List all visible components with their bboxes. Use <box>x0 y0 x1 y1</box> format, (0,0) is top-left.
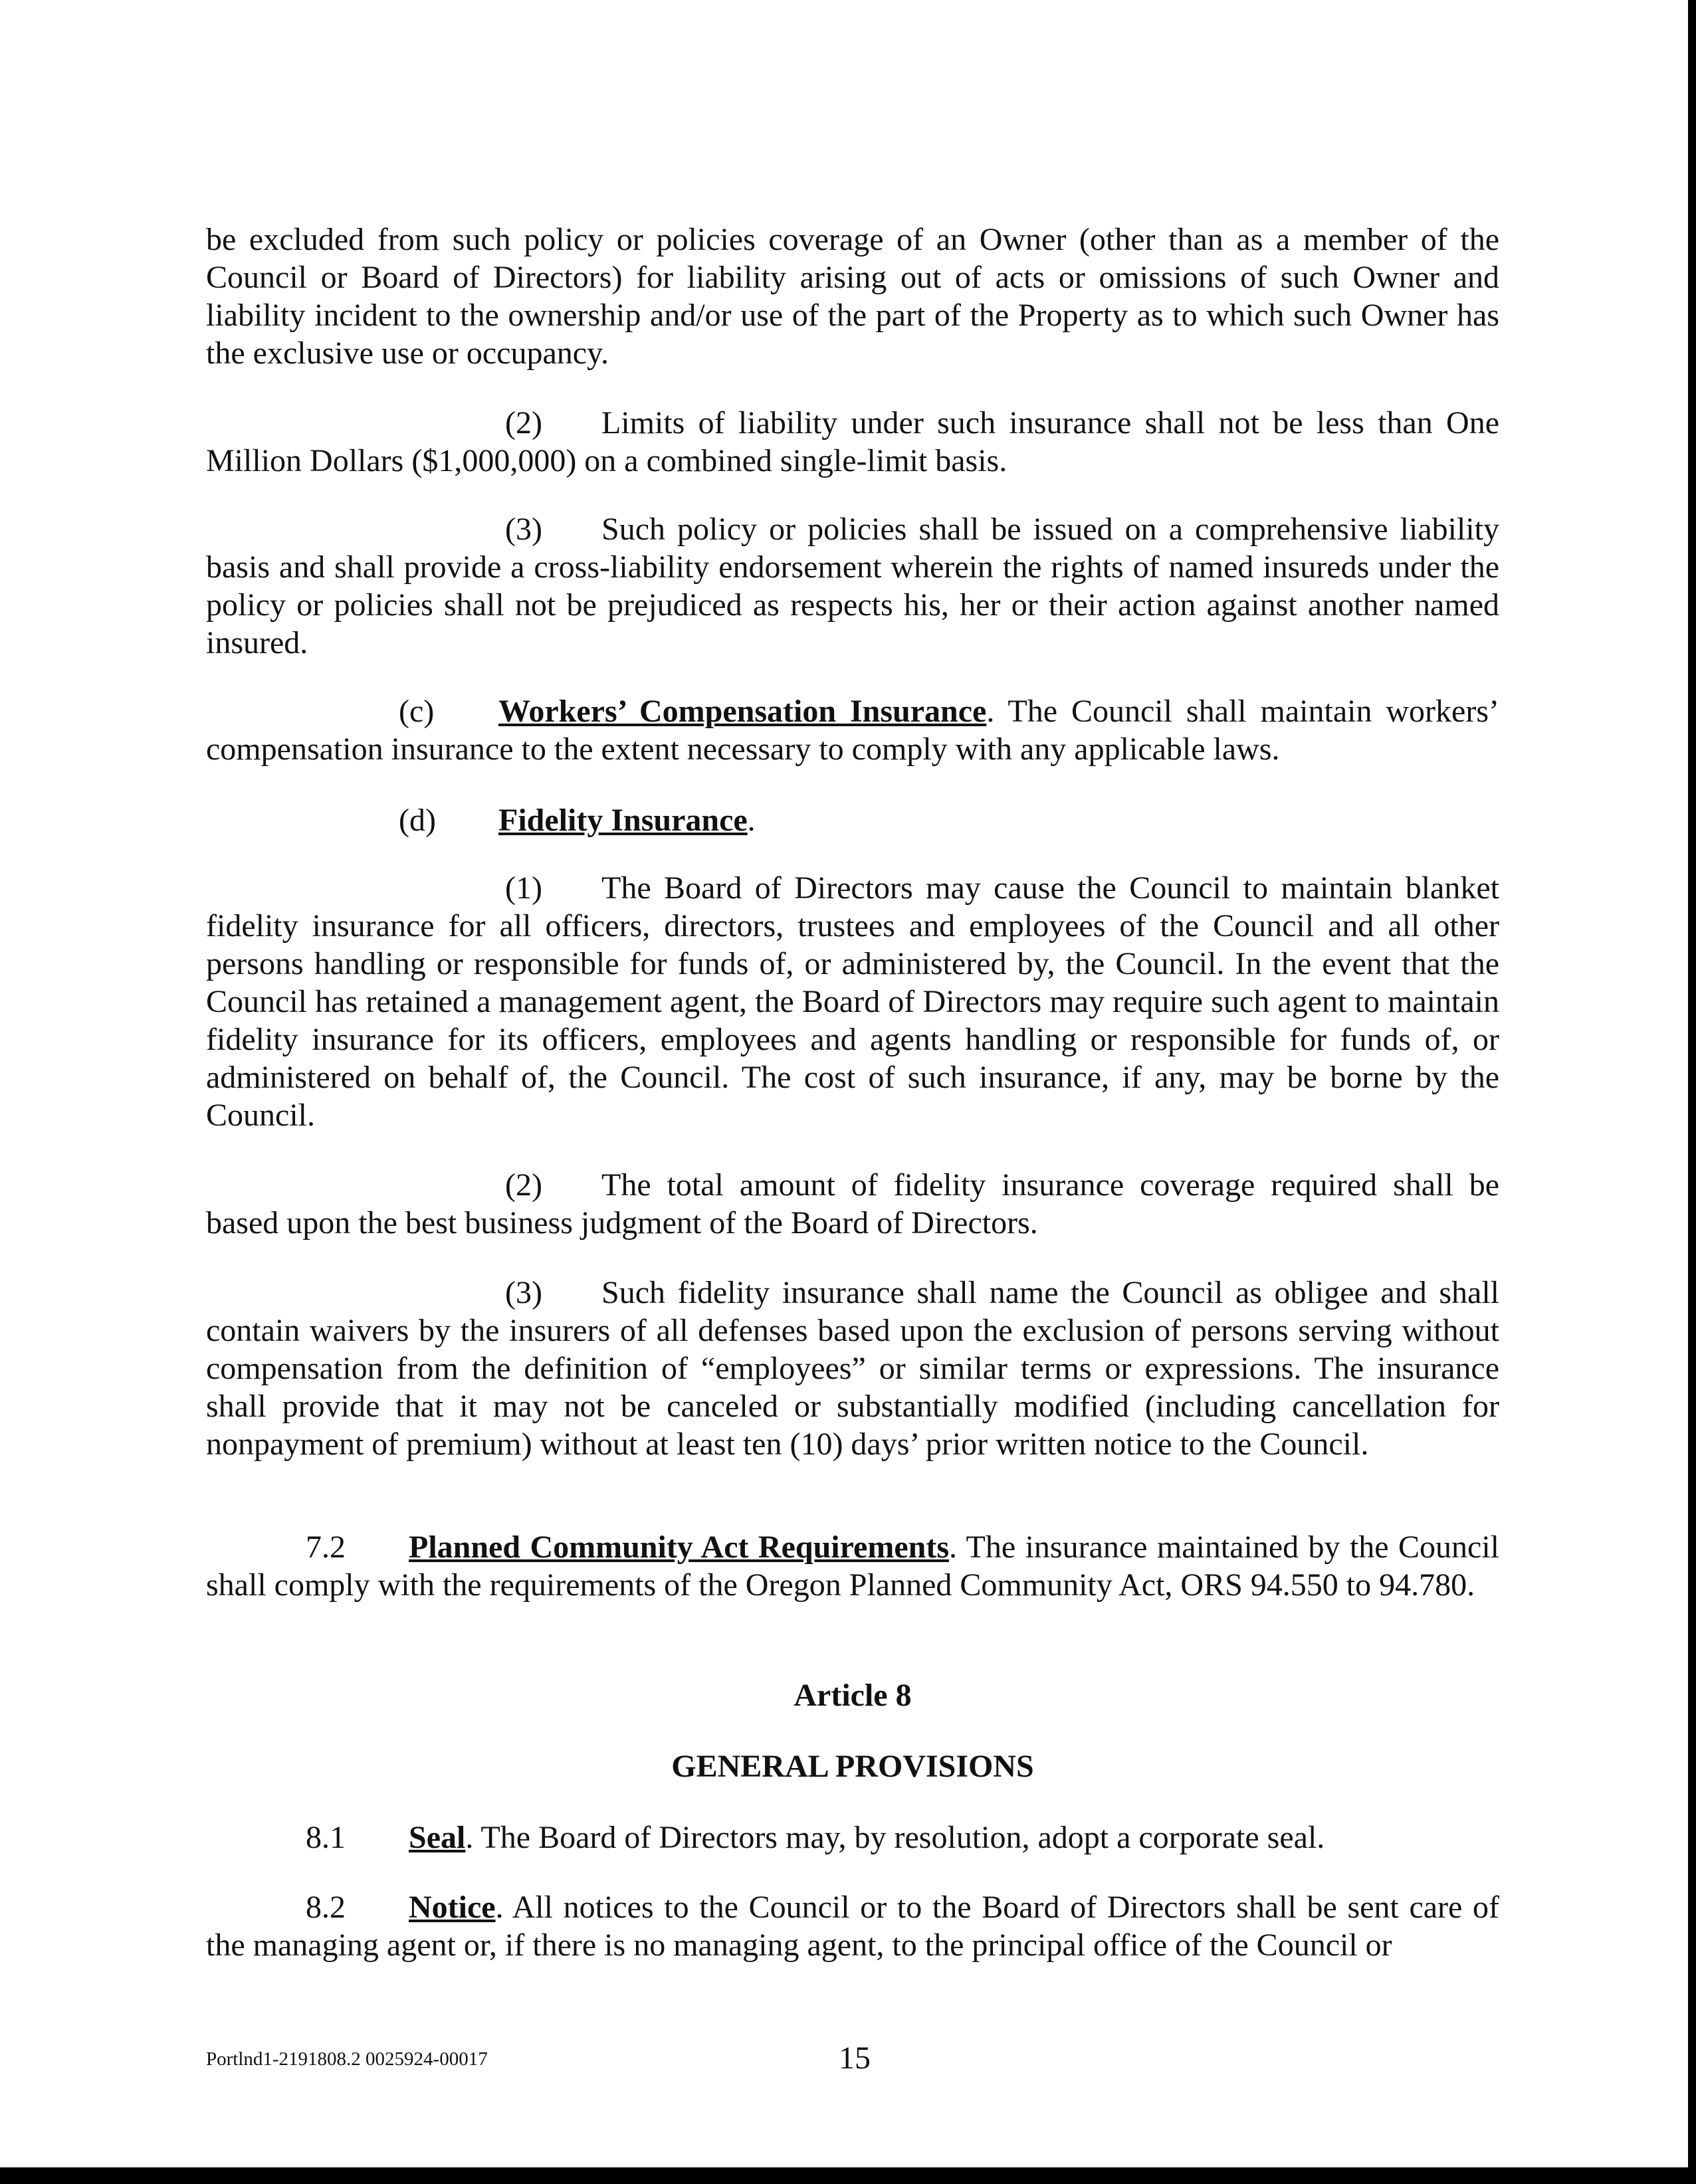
section-heading: Workers’ Compensation Insurance <box>498 694 987 729</box>
paragraph-continuation: be excluded from such policy or policies coverage of an Owner (other than as a member of the Council or Board of Directors) for liability arising out of acts or omissions of such Owner and liability incident to the ownership and/or use of the part of the Property as to which such Owner has the exclusive use or occupancy. <box>206 222 1499 371</box>
paragraph-text: Limits of liability under such insurance shall not be less than One Million Dollars ($1,000,000) on a combined single-limit basis. <box>206 405 1499 478</box>
section-number: 7.2 <box>306 1530 346 1565</box>
article-subtitle: GENERAL PROVISIONS <box>671 1749 1034 1784</box>
section-number: 8.1 <box>306 1820 346 1855</box>
paragraph-d-fidelity-insurance <box>206 801 1499 839</box>
paragraph-label: (c) <box>399 694 435 729</box>
paragraph-text: . The Board of Directors may, by resolution, adopt a corporate seal. <box>465 1820 1325 1855</box>
paragraph-d1 <box>206 869 1499 1134</box>
page-number: 15 <box>839 2040 871 2076</box>
paragraph-text: Such policy or policies shall be issued on a comprehensive liability basis and shall provide a cross-liability endorsement wherein the rights of named insureds under the policy or policies shall not be prejudiced as respects his, her or their action against another named insured. <box>206 512 1499 660</box>
paragraph-text: . <box>747 803 756 838</box>
section-7-2 <box>206 1528 1499 1604</box>
paragraph-label: (3) <box>505 1275 542 1310</box>
section-8-2 <box>206 1888 1499 1964</box>
paragraph-d3 <box>206 1274 1499 1463</box>
footer-document-id: Portlnd1-2191808.2 0025924-00017 <box>206 2048 488 2070</box>
section-heading: Fidelity Insurance <box>498 803 748 838</box>
paragraph-c-workers-compensation <box>206 692 1499 768</box>
paragraph-text: . The Council shall maintain workers’ compensation insurance to the extent necessary to comply with any applicable laws. <box>206 694 1499 767</box>
section-8-1 <box>206 1819 1499 1856</box>
paragraph-label: (2) <box>505 405 542 441</box>
paragraph-text: . The insurance maintained by the Council shall comply with the requirements of the Oregon Planned Community Act, ORS 94.550 to 94.780. <box>206 1530 1499 1603</box>
paragraph-text: . All notices to the Council or to the Board of Directors shall be sent care of the managing agent or, if there is no managing agent, to the principal office of the Council or <box>206 1890 1499 1963</box>
paragraph-label: (2) <box>505 1167 542 1203</box>
section-heading: Planned Community Act Requirements <box>409 1530 949 1565</box>
paragraph-b2 <box>206 404 1499 480</box>
paragraph-text: The Board of Directors may cause the Council to maintain blanket fidelity insurance for all officers, directors, trustees and employees of the Council and all other persons handling or responsible for funds of, or administered by, the Council. In the event that the Council has retained a management agent, the Board of Directors may require such agent to maintain fidelity insurance for its officers, employees and agents handling or responsible for funds of, or administered on behalf of, the Council. The cost of such insurance, if any, may be borne by the Council. <box>206 870 1499 1133</box>
article-title: Article 8 <box>794 1678 912 1713</box>
paragraph-b3 <box>206 510 1499 662</box>
paragraph-text: Such fidelity insurance shall name the Council as obligee and shall contain waivers by the insurers of all defenses based upon the exclusion of persons serving without compensation from the definition of “employees” or similar terms or expressions. The insurance shall provide that it may not be canceled or substantially modified (including cancellation for nonpayment of premium) without at least ten (10) days’ prior written notice to the Council. <box>206 1275 1499 1462</box>
paragraph-label: (1) <box>505 870 542 906</box>
section-heading: Notice <box>409 1890 496 1925</box>
paragraph-d2 <box>206 1166 1499 1242</box>
section-heading: Seal <box>409 1820 466 1855</box>
paragraph-text: The total amount of fidelity insurance coverage required shall be based upon the best business judgment of the Board of Directors. <box>206 1167 1499 1241</box>
section-number: 8.2 <box>306 1890 346 1925</box>
paragraph-label: (3) <box>505 512 542 547</box>
paragraph-label: (d) <box>399 803 436 838</box>
